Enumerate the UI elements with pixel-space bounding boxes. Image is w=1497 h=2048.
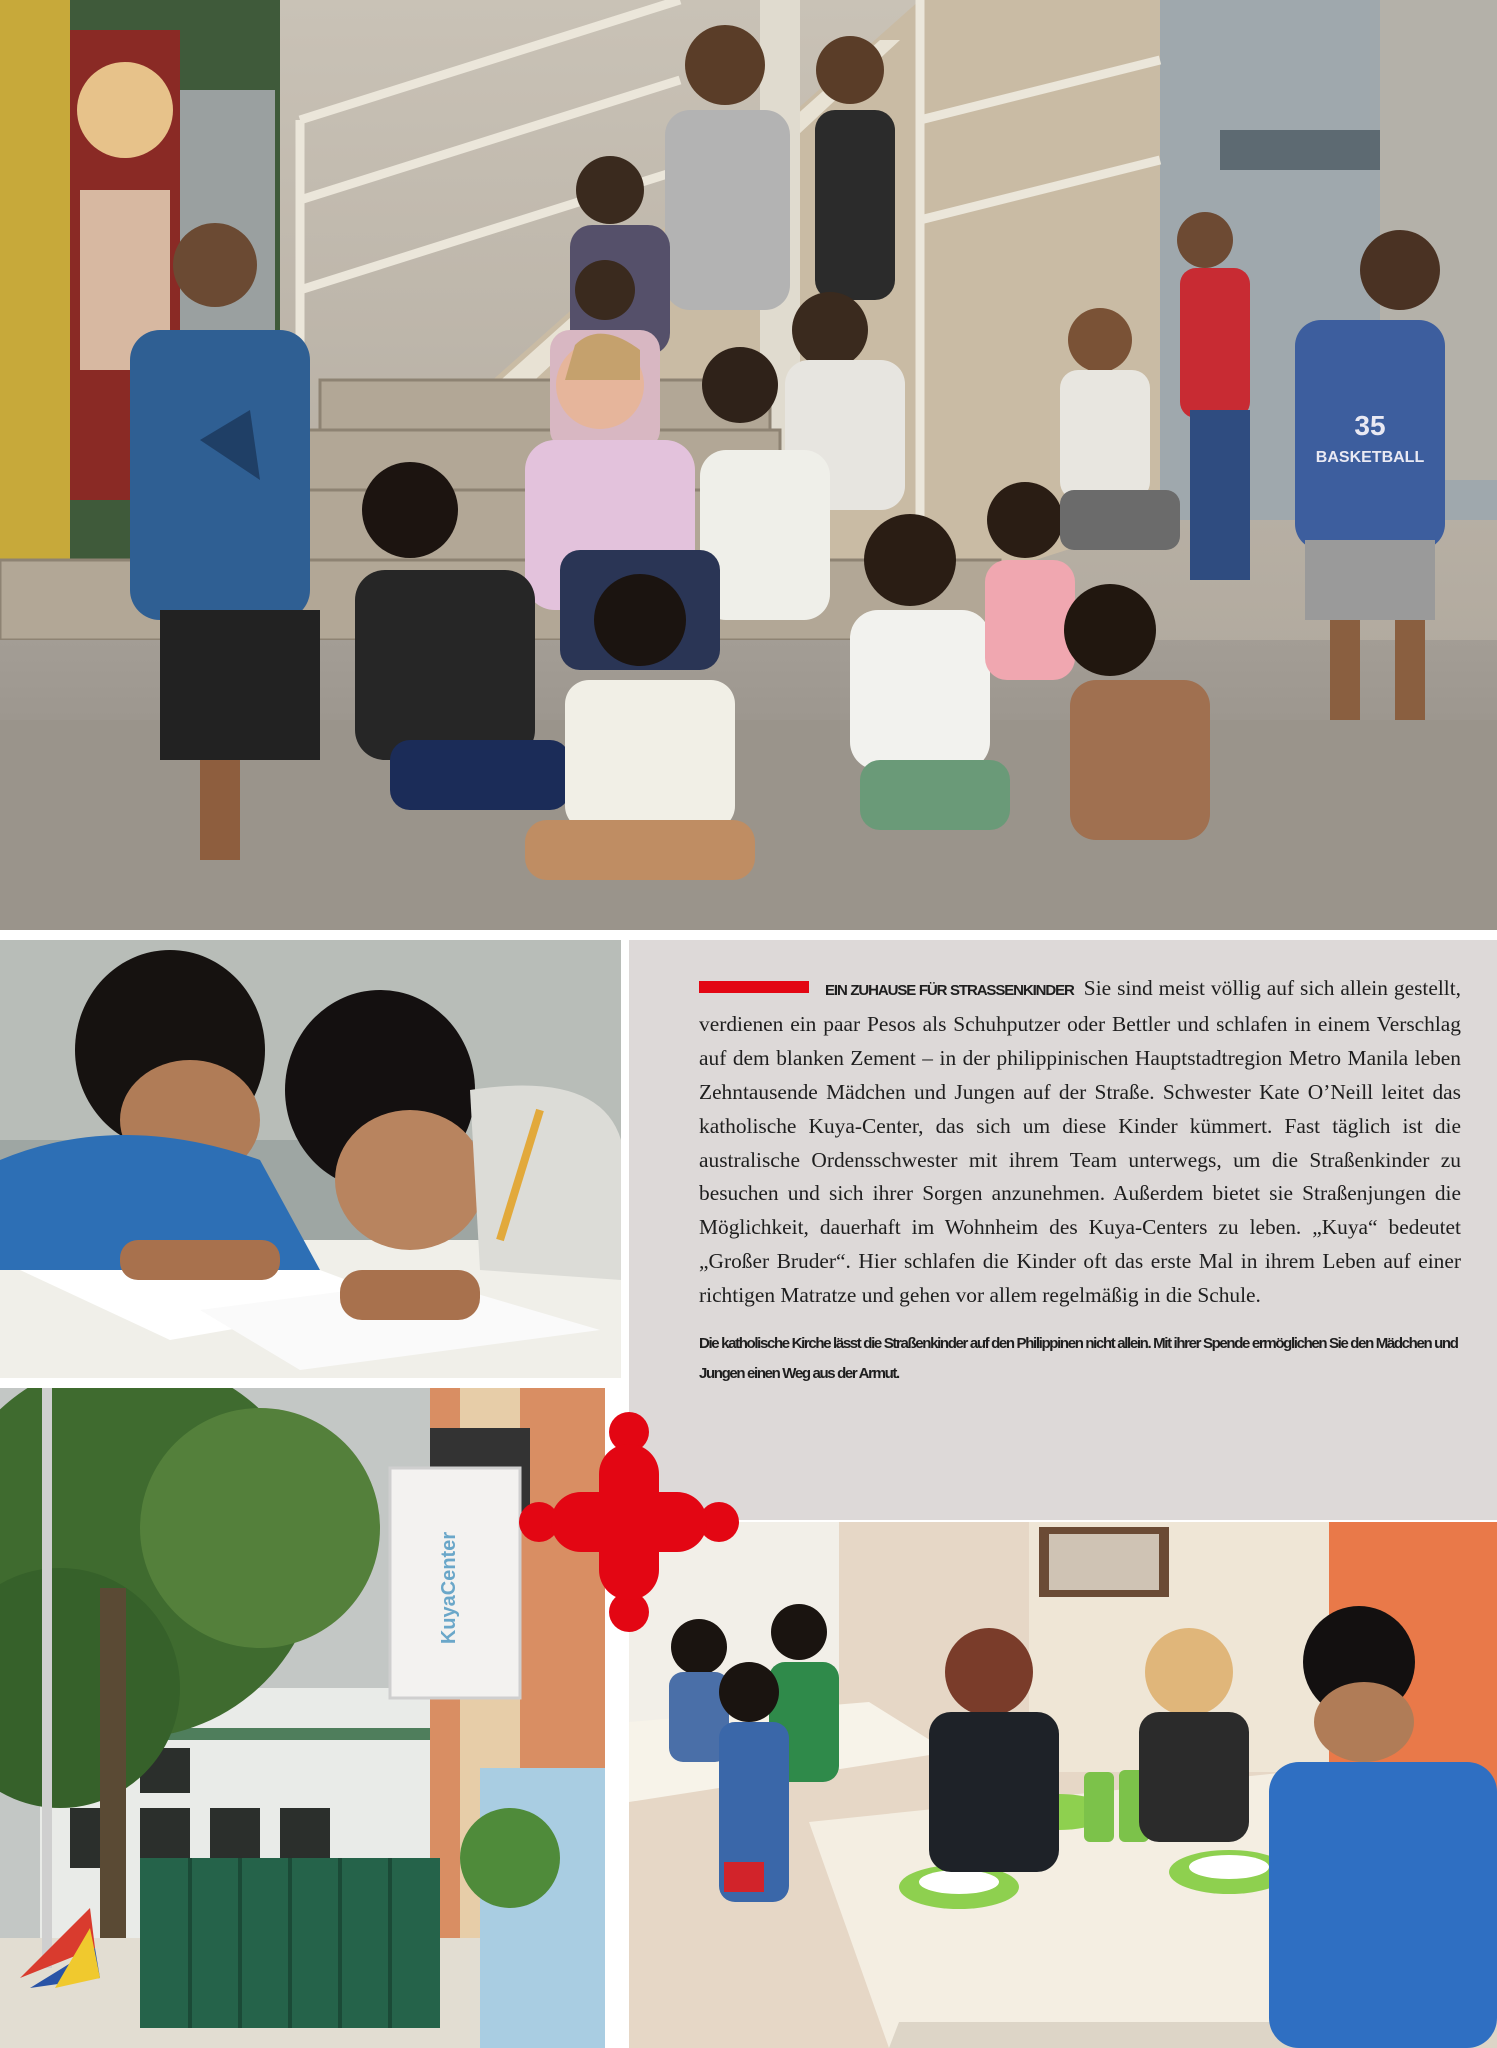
- article-kicker: EIN ZUHAUSE FÜR STRASSENKINDER: [825, 982, 1074, 999]
- article-caption: Die katholische Kirche lässt die Straßenkinder auf den Philippinen nicht allein. Mit ihrer Spende ermöglichen Sie den Mädchen und Jungen einen Weg aus der Armut.: [699, 1335, 1458, 1383]
- article-body-text: Sie sind meist völlig auf sich allein gestellt, verdienen ein paar Pesos als Schuhputzer oder Bettler und schlafen in einem Verschlag auf dem blanken Zement – in der philippinischen Hauptstadtregion Metro Manila leben Zehntausende Mädchen und Jungen auf der Straße. Schwester Kate O’Neill leitet das katholische Kuya-Center, das sich um diese Kinder kümmert. Fast täglich ist die australische Ordensschwester mit ihrem Team unterwegs, um die Straßenkinder zu besuchen und sich ihrer Sorgen anzunehmen. Außerdem bietet sie Straßenjungen die Möglichkeit, dauerhaft im Wohnheim des Kuya-Centers zu leben. „Kuya“ bedeutet „Großer Bruder“. Hier schlafen die Kinder oft das erste Mal in ihrem Leben auf einer richtigen Matratze und gehen vor allem regelmäßig in die Schule.: [699, 976, 1462, 1308]
- red-cross-ornament-icon: [519, 1412, 739, 1632]
- shirt-print-text: BASKETBALL: [1315, 449, 1425, 466]
- photo-boys-writing: [0, 940, 621, 1378]
- photo-kuya-center-building: [0, 1388, 605, 2048]
- hero-photo-street-children: [0, 0, 1497, 930]
- accent-red-bar: [699, 981, 809, 993]
- shirt-print-number: 35: [1354, 410, 1386, 441]
- article-body: [699, 972, 1461, 1313]
- article-text-panel: [629, 940, 1497, 1520]
- center-sign-text: KuyaCenter: [438, 1531, 460, 1645]
- photo-boys-eating: [629, 1522, 1497, 2048]
